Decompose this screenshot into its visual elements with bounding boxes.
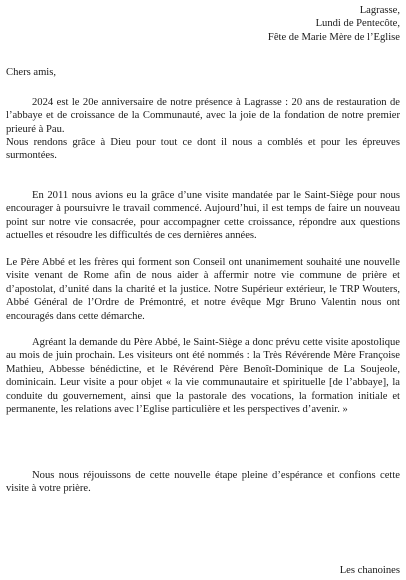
- paragraph-council-request: Le Père Abbé et les frères qui forment son Conseil ont unanimement souhaité une nouvelle visite venant de Rome afin de nous aider à affermir notre vie commune de prière et d’apostolat, d’unité dans la charité et la justice. Notre Supérieur extérieur, le TRP Wouters, Abbé Général de l’Ordre de Prémontré, et notre évêque Mgr Bruno Valentin nous ont encouragés dans cette démarche.: [6, 257, 400, 322]
- paragraph-closing: Nous nous réjouissons de cette nouvelle étape pleine d’espérance et confions cette visite à votre prière.: [6, 470, 400, 495]
- greeting: Chers amis,: [6, 67, 57, 78]
- header-day: Lundi de Pentecôte,: [315, 18, 400, 30]
- paragraph-anniversary: 2024 est le 20e anniversaire de notre présence à Lagrasse : 20 ans de restauration de l’abbaye et de croissance de la Communauté, avec la joie de la fondation de notre premier prieuré à Pau.: [6, 97, 400, 135]
- signature: Les chanoines: [339, 565, 400, 576]
- paragraph-2011-visit: En 2011 nous avions eu la grâce d’une visite mandatée par le Saint-Siège pour nous encourager à poursuivre le travail commencé. Aujourd’hui, il est temps de faire un nouveau point sur notre vie consacrée, pour accompagner cette croissance, répondre aux questions actuelles et résoudre les difficultés de ces dernières années.: [6, 190, 400, 242]
- paragraph-thanksgiving: Nous rendons grâce à Dieu pour tout ce dont il nous a comblés et pour les épreuves surmontées.: [6, 137, 400, 162]
- letter-header: [268, 4, 400, 44]
- header-feast: Fête de Marie Mère de l’Eglise: [267, 31, 400, 43]
- header-place: Lagrasse,: [359, 5, 400, 16]
- paragraph-apostolic-visit: Agréant la demande du Père Abbé, le Saint-Siège a donc prévu cette visite apostolique au mois de juin prochain. Les visiteurs ont été nommés : la Très Révérende Mère Françoise Mathieu, Abbesse bénédictine, et le Révérend Père Benoît-Dominique de La Soujeole, dominicain. Leur visite a pour objet « la vie communautaire et spirituelle [de l’abbaye], la conduite du gouvernement, ainsi que la pastorale des vocations, la formation initiale et permanente, les relations avec l’Eglise particulière et les perspectives d’avenir. »: [6, 337, 400, 416]
